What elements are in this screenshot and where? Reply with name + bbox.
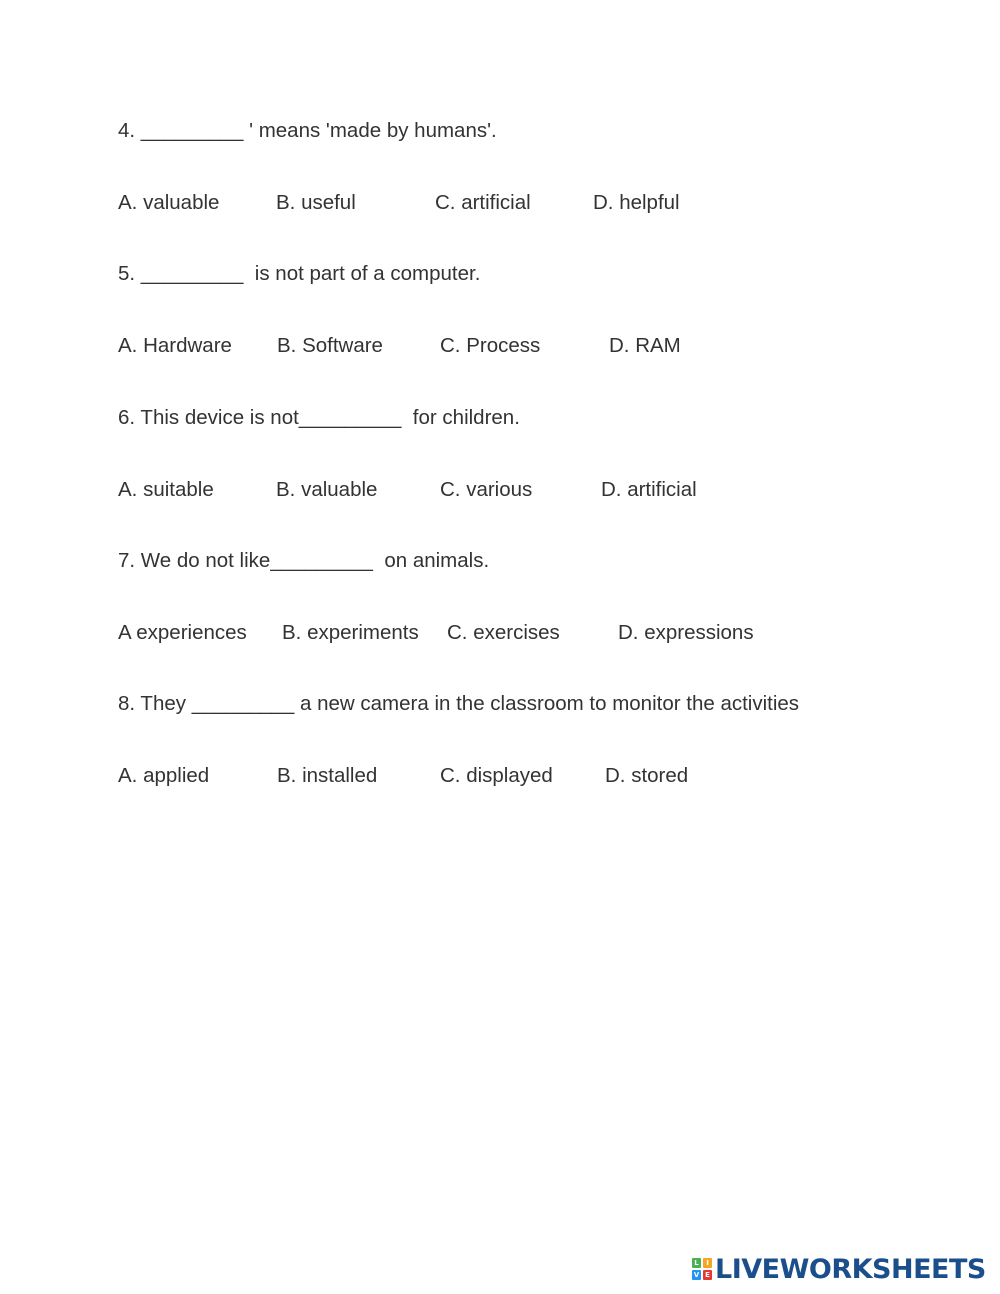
liveworksheets-logo xyxy=(692,1254,986,1284)
logo-text: LIVEWORKSHEETS xyxy=(715,1253,986,1285)
question-8-prompt: 8. They _________ a new camera in the classroom to monitor the activities xyxy=(118,692,800,715)
question-8-option-b[interactable]: B. installed xyxy=(277,764,378,787)
question-7-option-a[interactable]: A experiences xyxy=(118,621,247,644)
question-6-option-d[interactable]: D. artificial xyxy=(601,478,697,501)
question-5-prompt: 5. _________ is not part of a computer. xyxy=(118,262,481,285)
question-7-option-c[interactable]: C. exercises xyxy=(447,621,560,644)
logo-blocks-icon xyxy=(692,1258,712,1280)
question-5-option-b[interactable]: B. Software xyxy=(277,334,383,357)
question-4-option-b[interactable]: B. useful xyxy=(276,191,356,214)
question-5-option-a[interactable]: A. Hardware xyxy=(118,334,232,357)
question-6-option-a[interactable]: A. suitable xyxy=(118,478,214,501)
logo-block-v: V xyxy=(693,1271,700,1279)
question-6-option-b[interactable]: B. valuable xyxy=(276,478,378,501)
question-8-option-d[interactable]: D. stored xyxy=(605,764,689,787)
question-8-option-c[interactable]: C. displayed xyxy=(440,764,553,787)
question-6-prompt: 6. This device is not_________ for children. xyxy=(118,406,520,429)
question-7-option-d[interactable]: D. expressions xyxy=(618,621,754,644)
logo-block-e: E xyxy=(703,1270,712,1280)
question-4-option-a[interactable]: A. valuable xyxy=(118,191,220,214)
question-5-option-c[interactable]: C. Process xyxy=(440,334,541,357)
logo-block-i: I xyxy=(703,1258,712,1268)
question-5-option-d[interactable]: D. RAM xyxy=(609,334,681,357)
question-7-option-b[interactable]: B. experiments xyxy=(282,621,419,644)
logo-block-l: L xyxy=(692,1258,701,1268)
question-4-option-c[interactable]: C. artificial xyxy=(435,191,531,214)
question-8-option-a[interactable]: A. applied xyxy=(118,764,210,787)
question-6-option-c[interactable]: C. various xyxy=(440,478,533,501)
question-4-option-d[interactable]: D. helpful xyxy=(593,191,680,214)
question-4-prompt: 4. _________ ' means 'made by humans'. xyxy=(118,119,497,142)
question-7-prompt: 7. We do not like_________ on animals. xyxy=(118,549,490,572)
